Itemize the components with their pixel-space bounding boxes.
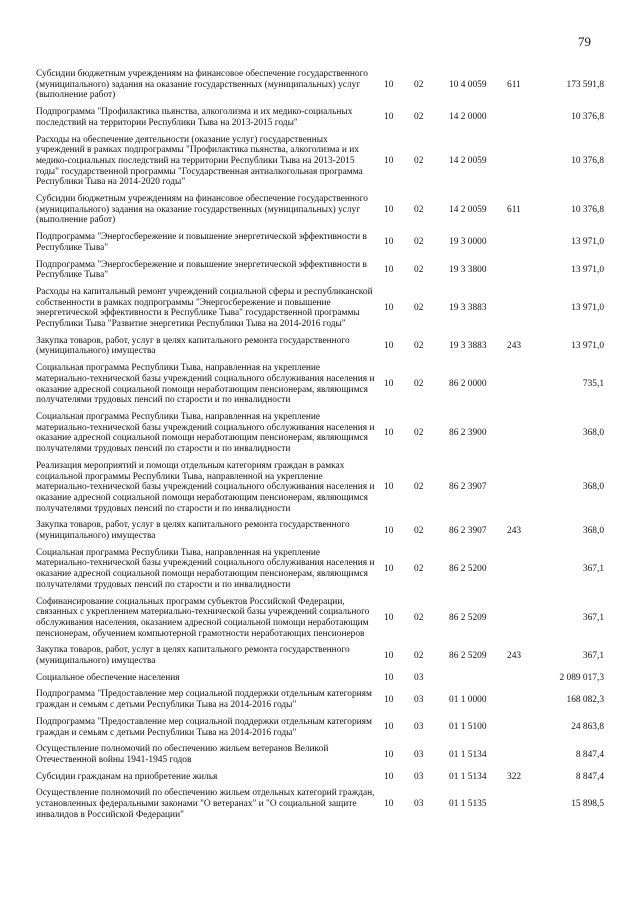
target-item-code: 86 2 3900 xyxy=(449,428,487,439)
section-code: 10 xyxy=(384,341,394,352)
subsection-code: 02 xyxy=(414,264,424,275)
subsection-code: 03 xyxy=(414,722,424,733)
row-description: Субсидии бюджетным учреждениям на финансовое обеспечение государственного (муниципального) задания на оказание государственных (муниципальных) услуг (выполнение работ) xyxy=(36,69,368,101)
target-item-code: 86 2 5209 xyxy=(449,650,487,661)
subsection-code: 02 xyxy=(414,237,424,248)
section-code: 10 xyxy=(384,264,394,275)
expense-type-code: 322 xyxy=(507,771,522,782)
row-description: Субсидии гражданам на приобретение жилья xyxy=(36,771,218,782)
subsection-code: 02 xyxy=(414,204,424,215)
subsection-code: 02 xyxy=(414,379,424,390)
table-row xyxy=(36,333,604,360)
row-description: Подпрограмма "Энергосбережение и повышение энергетической эффективности в Республике Тыва" xyxy=(36,232,367,253)
expense-type-code: 611 xyxy=(507,79,521,90)
row-description: Реализация мероприятий и помощи отдельным категориям граждан в рамках социальной программы Республики Тыва, направленной на укрепление материально-технической базы учреждений социального обслуживания населения и оказание адресной социальной помощи неработающим пенсионерам, являющимся получателями трудовых пенсий по старости и по инвалидности xyxy=(36,460,375,514)
amount: 367,1 xyxy=(582,650,604,661)
amount: 10 376,8 xyxy=(571,155,604,166)
table-row xyxy=(36,360,604,409)
table-row xyxy=(36,191,604,229)
subsection-code: 02 xyxy=(414,650,424,661)
row-description: Осуществление полномочий по обеспечению жильем ветеранов Великой Отечественной войны 1941-1945 годов xyxy=(36,744,329,765)
section-code: 10 xyxy=(384,79,394,90)
section-code: 10 xyxy=(384,612,394,623)
page-number: 79 xyxy=(578,34,591,49)
target-item-code: 86 2 5209 xyxy=(449,612,487,623)
target-item-code: 86 2 0000 xyxy=(449,379,487,390)
expense-type-code: 611 xyxy=(507,204,521,215)
subsection-code: 02 xyxy=(414,525,424,536)
row-description: Социальное обеспечение населения xyxy=(36,672,180,683)
table-row xyxy=(36,104,604,131)
target-item-code: 01 1 5134 xyxy=(449,771,487,782)
target-item-code: 01 1 5134 xyxy=(449,749,487,760)
table-row xyxy=(36,714,604,741)
expense-type-code: 243 xyxy=(507,650,522,661)
section-code: 10 xyxy=(384,749,394,760)
section-code: 10 xyxy=(384,379,394,390)
target-item-code: 01 1 0000 xyxy=(449,694,487,705)
section-code: 10 xyxy=(384,155,394,166)
row-description: Подпрограмма "Предоставление мер социальной поддержки отдельным категориям граждан и семьям с детьми Республики Тыва на 2014-2016 годы" xyxy=(36,716,372,738)
amount: 13 971,0 xyxy=(571,303,604,313)
amount: 2 089 017,3 xyxy=(559,672,604,683)
row-description: Субсидии бюджетным учреждениям на финансовое обеспечение государственного (муниципального) задания на оказание государственных (муниципальных) услуг (выполнение работ) xyxy=(36,194,368,226)
table-row xyxy=(36,741,604,768)
subsection-code: 02 xyxy=(414,482,424,493)
target-item-code: 14 2 0059 xyxy=(449,155,487,166)
table-row xyxy=(36,132,604,192)
section-code: 10 xyxy=(384,204,394,215)
target-item-code: 14 2 0059 xyxy=(449,204,487,215)
section-code: 10 xyxy=(384,650,394,661)
section-code: 10 xyxy=(384,722,394,733)
section-code: 10 xyxy=(384,482,394,493)
table-row xyxy=(36,257,604,284)
amount: 168 082,3 xyxy=(566,694,604,705)
target-item-code: 19 3 3800 xyxy=(449,264,487,275)
section-code: 10 xyxy=(384,771,394,782)
subsection-code: 02 xyxy=(414,155,424,166)
subsection-code: 03 xyxy=(414,672,424,683)
amount: 13 971,0 xyxy=(571,264,604,275)
subsection-code: 03 xyxy=(414,749,424,760)
row-description: Подпрограмма "Предоставление мер социальной поддержки отдельным категориям граждан и семьям с детьми Республики Тыва на 2014-2016 годы" xyxy=(36,689,372,711)
row-description: Социальная программа Республики Тыва, направленная на укрепление материально-технической базы учреждений социального обслуживания населения и оказание адресной социальной помощи неработающим пенсионерам, являющимся получателями трудовых пенсий по старости и по инвалидности xyxy=(36,363,375,406)
table-row xyxy=(36,229,604,256)
subsection-code: 02 xyxy=(414,79,424,90)
row-description: Осуществление полномочий по обеспечению жильем отдельных категорий граждан, установленных федеральными законами "О ветеранах" и "О социальной защите инвалидов в Российской Федерации" xyxy=(36,788,375,820)
table-row xyxy=(36,686,604,713)
table-row xyxy=(36,642,604,669)
subsection-code: 02 xyxy=(414,303,424,313)
table-row xyxy=(36,594,604,643)
budget-table xyxy=(36,66,604,823)
subsection-code: 02 xyxy=(414,341,424,352)
subsection-code: 02 xyxy=(414,612,424,623)
target-item-code: 14 2 0000 xyxy=(449,112,487,123)
section-code: 10 xyxy=(384,694,394,705)
amount: 173 591,8 xyxy=(566,79,604,90)
subsection-code: 03 xyxy=(414,799,424,810)
target-item-code: 19 3 3883 xyxy=(449,341,487,352)
amount: 367,1 xyxy=(582,612,604,623)
table-row xyxy=(36,284,604,333)
amount: 368,0 xyxy=(582,525,604,536)
row-description: Расходы на капитальный ремонт учреждений социальной сферы и республиканской собственности в рамках подпрограммы "Энергосбережение и повышение энергетической эффективности в Республике Тыва" государственной программы Республики Тыва "Развитие энергетики Республики Тыва на 2014-2016 годы" xyxy=(36,286,373,330)
section-code: 10 xyxy=(384,237,394,248)
subsection-code: 02 xyxy=(414,112,424,123)
row-description: Закупка товаров, работ, услуг в целях капитального ремонта государственного (муниципального) имущества xyxy=(36,520,350,542)
section-code: 10 xyxy=(384,525,394,536)
section-code: 10 xyxy=(384,303,394,313)
row-description: Социальная программа Республики Тыва, направленная на укрепление материально-технической базы учреждений социального обслуживания населения и оказание адресной социальной помощи неработающим пенсионерам, являющимся получателями трудовых пенсий по старости и по инвалидности xyxy=(36,411,375,455)
table-row xyxy=(36,769,604,786)
amount: 368,0 xyxy=(582,428,604,439)
amount: 13 971,0 xyxy=(571,341,604,352)
target-item-code: 19 3 3883 xyxy=(449,303,487,313)
subsection-code: 03 xyxy=(414,771,424,782)
section-code: 10 xyxy=(384,672,394,683)
amount: 735,1 xyxy=(582,379,604,390)
row-description: Расходы на обеспечение деятельности (оказание услуг) государственных учреждений в рамках подпрограммы "Профилактика пьянства, алкоголизма и их медико-социальных последствий на территории Республики Тыва на 2013-2015 годы" государственной программы "Государственная антиалкогольная программа Республики Тыва на 2014-2020 годы" xyxy=(36,134,363,188)
section-code: 10 xyxy=(384,799,394,810)
table-row xyxy=(36,458,604,518)
row-description: Социальная программа Республики Тыва, направленная на укрепление материально-технической базы учреждений социального обслуживания населения и оказание адресной социальной помощи неработающим пенсионерам, являющимся получателями трудовых пенсий по старости и по инвалидности xyxy=(36,547,375,590)
table-row xyxy=(36,670,604,687)
table-row xyxy=(36,409,604,458)
table-row xyxy=(36,66,604,104)
subsection-code: 03 xyxy=(414,694,424,705)
expense-type-code: 243 xyxy=(507,341,522,352)
target-item-code: 86 2 3907 xyxy=(449,482,487,493)
row-description: Подпрограмма "Профилактика пьянства, алкоголизма и их медико-социальных последствий на территории Республики Тыва на 2013-2015 годы" xyxy=(36,107,353,128)
section-code: 10 xyxy=(384,563,394,574)
amount: 8 847,4 xyxy=(575,771,604,782)
amount: 367,1 xyxy=(582,563,604,574)
table-row xyxy=(36,785,604,823)
subsection-code: 02 xyxy=(414,563,424,574)
row-description: Софинансирование социальных программ субъектов Российской Федерации, связанных с укреплением материально-технической базы учреждений социального обслуживания населения, оказанием адресной социальной помощи неработающим пенсионерам, обучением компьютерной грамотности неработающих пенсионеров xyxy=(36,596,370,639)
row-description: Подпрограмма "Энергосбережение и повышение энергетической эффективности в Республике Тыва" xyxy=(36,259,367,281)
expense-type-code: 243 xyxy=(507,525,522,536)
target-item-code: 19 3 0000 xyxy=(449,237,487,248)
target-item-code: 10 4 0059 xyxy=(449,79,487,90)
amount: 15 898,5 xyxy=(571,799,604,810)
target-item-code: 86 2 3907 xyxy=(449,525,487,536)
amount: 8 847,4 xyxy=(575,749,604,760)
table-row xyxy=(36,517,604,544)
table-row xyxy=(36,545,604,594)
section-code: 10 xyxy=(384,428,394,439)
amount: 13 971,0 xyxy=(571,237,604,248)
amount: 24 863,8 xyxy=(571,722,604,733)
target-item-code: 01 1 5100 xyxy=(449,722,487,733)
section-code: 10 xyxy=(384,112,394,123)
row-description: Закупка товаров, работ, услуг в целях капитального ремонта государственного (муниципального) имущества xyxy=(36,335,350,357)
amount: 10 376,8 xyxy=(571,204,604,215)
target-item-code: 86 2 5200 xyxy=(449,563,487,574)
subsection-code: 02 xyxy=(414,428,424,439)
target-item-code: 01 1 5135 xyxy=(449,799,487,810)
amount: 10 376,8 xyxy=(571,112,604,123)
row-description: Закупка товаров, работ, услуг в целях капитального ремонта государственного (муниципального) имущества xyxy=(36,645,350,667)
amount: 368,0 xyxy=(582,482,604,493)
